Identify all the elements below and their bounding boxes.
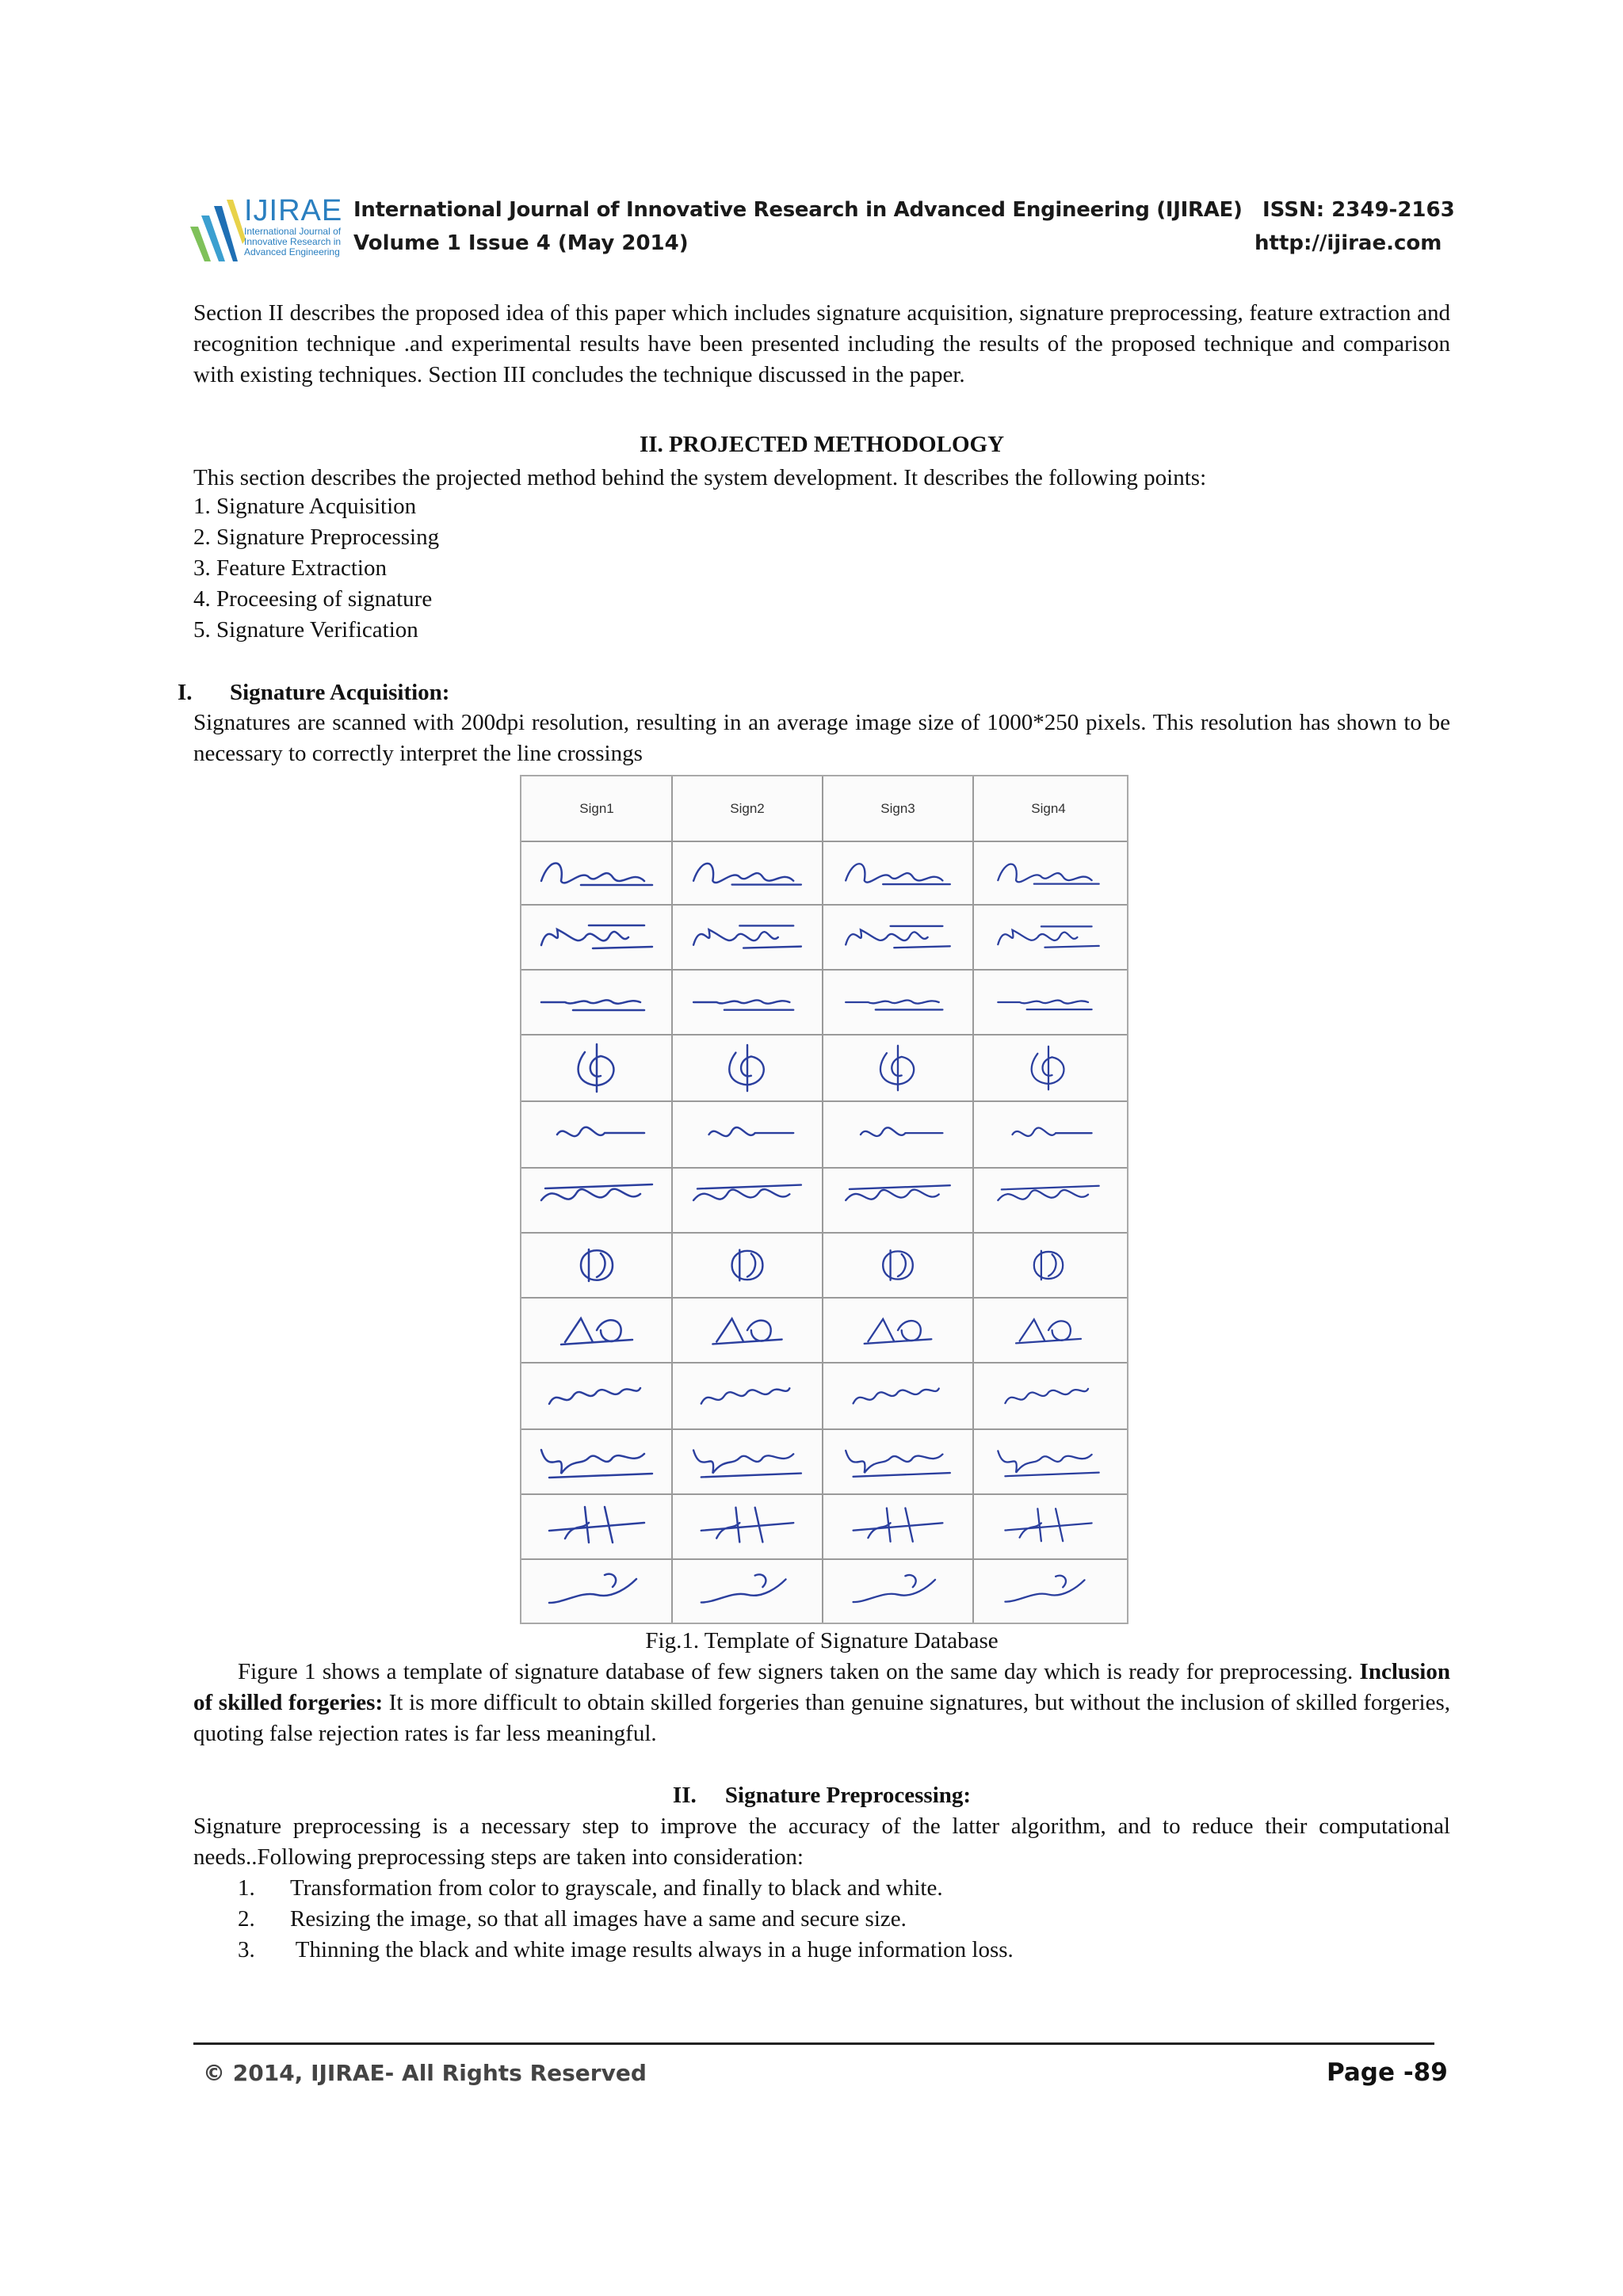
signature-sample (846, 864, 950, 884)
list-item: 4. Proceesing of signature (193, 586, 433, 612)
section-intro: This section describes the projected method behind the system development. It describes the following points: (193, 465, 1207, 490)
subsection-title: Signature Acquisition: (230, 680, 450, 705)
step-number: 1. (238, 1875, 255, 1901)
signature-sample (693, 864, 801, 885)
signature-sample (998, 864, 1098, 884)
signature-sample (541, 925, 652, 948)
signature-sample (846, 1000, 942, 1009)
signature-sample (1013, 1128, 1092, 1136)
signature-sample (557, 1127, 644, 1136)
column-header: Sign1 (579, 801, 614, 816)
list-item (238, 1904, 1426, 1935)
list-item: 2. Signature Preprocessing (193, 524, 440, 550)
list-item (238, 1873, 1426, 1904)
list-item: 1. Signature Acquisition (193, 494, 417, 519)
signature-sample (549, 1388, 640, 1404)
column-header: Sign2 (730, 801, 765, 816)
journal-url[interactable]: http://ijirae.com (1254, 231, 1442, 255)
step-number: 3. (238, 1937, 255, 1962)
signature-sample (541, 864, 652, 886)
signature-sample (854, 1508, 943, 1542)
subsection-heading-acquisition (178, 677, 449, 708)
signature-sample (998, 1186, 1098, 1200)
step-text: Resizing the image, so that all images have a same and secure size. (290, 1906, 907, 1932)
subsection-number: II. (672, 1783, 697, 1808)
signature-sample (846, 1451, 950, 1477)
signature-sample (541, 1000, 644, 1010)
figure-paragraph (193, 1657, 1450, 1749)
signature-sample (549, 1574, 636, 1603)
subsection-title: Signature Preprocessing: (724, 1783, 972, 1808)
signature-sample (541, 1450, 652, 1478)
signature-sample (712, 1318, 781, 1344)
logo-title: IJIRAE (244, 194, 343, 227)
list-item: 3. Feature Extraction (193, 555, 387, 581)
logo-text (244, 195, 342, 257)
preprocessing-steps (238, 1873, 1426, 1966)
journal-issn: ISSN: 2349-2163 (1262, 198, 1455, 222)
column-header: Sign4 (1031, 801, 1066, 816)
step-text: Transformation from color to grayscale, and finally to black and white. (290, 1875, 943, 1901)
signature-sample (693, 925, 801, 948)
signature-sample (846, 1185, 950, 1200)
signature-database-figure (520, 775, 1128, 1624)
signature-sample (549, 1507, 644, 1543)
signature-sample (1005, 1576, 1084, 1602)
signature-sample (732, 1250, 763, 1281)
list-item (238, 1935, 1426, 1966)
signature-sample (693, 1000, 793, 1009)
signature-sample (846, 926, 950, 948)
signature-sample (1034, 1251, 1063, 1280)
signature-sample (579, 1044, 614, 1092)
signature-sample (1005, 1508, 1091, 1541)
signature-sample (854, 1389, 939, 1404)
logo-subtitle: International Journal of Innovative Research in Advanced Engineering (244, 226, 342, 257)
signature-sample (701, 1508, 793, 1543)
signature-sample (865, 1319, 932, 1344)
signature-sample (998, 926, 1098, 947)
step-text: Thinning the black and white image results always in a huge information loss. (290, 1937, 1014, 1962)
signature-sample (693, 1450, 801, 1477)
signature-sample (701, 1574, 786, 1602)
journal-volume: Volume 1 Issue 4 (May 2014) (353, 231, 689, 255)
intro-paragraph: Section II describes the proposed idea of this paper which includes signature acquisition, signature preprocessing, feature extraction and recognition technique .and experimental results have been presented including the results of the proposed technique and comparison with existing techniques. Section III concludes the technique discussed in the paper. (193, 300, 1450, 387)
signature-sample (709, 1127, 794, 1136)
signature-sample (1005, 1389, 1088, 1403)
figure-paragraph-text: It is more difficult to obtain skilled forgeries than genuine signatures, but without the inclusion of skilled forgeries, quoting false rejection rates is far less meaningful. (193, 1690, 1451, 1746)
column-header: Sign3 (880, 801, 915, 816)
signature-grid (521, 776, 1127, 1623)
signature-sample (729, 1045, 764, 1091)
signature-sample (693, 1185, 801, 1200)
subsection-heading-preprocessing (193, 1780, 1450, 1811)
journal-title: International Journal of Innovative Research in Advanced Engineering (IJIRAE) (353, 198, 1243, 222)
signature-sample (883, 1250, 913, 1280)
signature-sample (561, 1318, 632, 1344)
figure-paragraph-text: Figure 1 shows a template of signature database of few signers taken on the same day which is ready for preprocessing. (238, 1659, 1360, 1684)
signature-sample (1032, 1047, 1064, 1090)
signature-sample (880, 1046, 914, 1090)
page-number: Page -89 (1327, 2058, 1448, 2087)
list-item: 5. Signature Verification (193, 617, 418, 643)
signature-sample (998, 1001, 1091, 1010)
subsection-number: I. (178, 680, 193, 705)
footer-divider (193, 2042, 1434, 2045)
step-number: 2. (238, 1906, 255, 1932)
signature-sample (1016, 1319, 1081, 1343)
signature-sample (541, 1184, 652, 1200)
preprocessing-paragraph: Signature preprocessing is a necessary step to improve the accuracy of the latter algorithm, and to reduce their computational needs..Following preprocessing steps are taken into consideration: (193, 1814, 1450, 1870)
section-heading: II. PROJECTED METHODOLOGY (639, 432, 1005, 457)
signature-sample (854, 1575, 935, 1602)
footer-copyright: © 2014, IJIRAE- All Rights Reserved (203, 2060, 647, 2086)
signature-sample (861, 1127, 942, 1136)
signature-sample (701, 1388, 790, 1403)
figure-paragraph-bold: Inclusion of skilled forgeries: (193, 1659, 1450, 1715)
signature-sample (581, 1249, 613, 1281)
journal-logo (187, 194, 343, 265)
signature-sample (998, 1451, 1098, 1476)
points-list (193, 491, 907, 646)
figure-caption: Fig.1. Template of Signature Database (645, 1628, 999, 1653)
acquisition-paragraph: Signatures are scanned with 200dpi resolution, resulting in an average image size of 1000*250 pixels. This resolution has shown to be necessary to correctly interpret the line crossings (193, 710, 1450, 766)
